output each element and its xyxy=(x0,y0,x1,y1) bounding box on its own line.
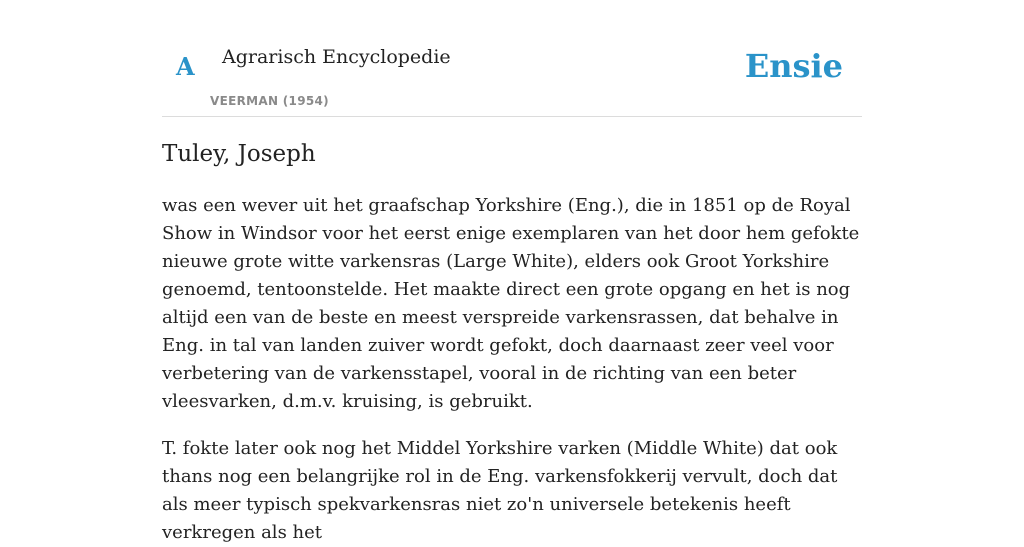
book-title-link[interactable]: Agrarisch Encyclopedie xyxy=(222,46,451,68)
book-letter-icon[interactable]: A xyxy=(176,52,195,81)
page-header xyxy=(162,0,862,117)
entry-title: Tuley, Joseph xyxy=(162,141,316,167)
article xyxy=(162,134,862,547)
entry-paragraph: T. fokte later ook nog het Middel Yorkshire varken (Middle White) dat ook thans nog een belangrijke rol in de Eng. varkensfokkerij vervult, doch dat als meer typisch spekvarkensras niet zo'n universele betekenis heeft verkregen als het xyxy=(162,438,838,543)
entry-paragraph: was een wever uit het graafschap Yorkshire (Eng.), die in 1851 op de Royal Show in Windsor voor het eerst enige exemplaren van het door hem gefokte nieuwe grote witte varkensras (Large White), elders ook Groot Yorkshire genoemd, tentoonstelde. Het maakte direct een grote opgang en het is nog altijd een van de beste en meest verspreide varkensrassen, dat behalve in Eng. in tal van landen zuiver wordt gefokt, doch daarnaast zeer veel voor verbetering van de varkensstapel, vooral in de richting van een beter vleesvarken, d.m.v. kruising, is gebruikt. xyxy=(162,195,860,412)
book-author-year: VEERMAN (1954) xyxy=(210,94,329,108)
ensie-logo-link[interactable]: Ensie xyxy=(744,47,843,85)
